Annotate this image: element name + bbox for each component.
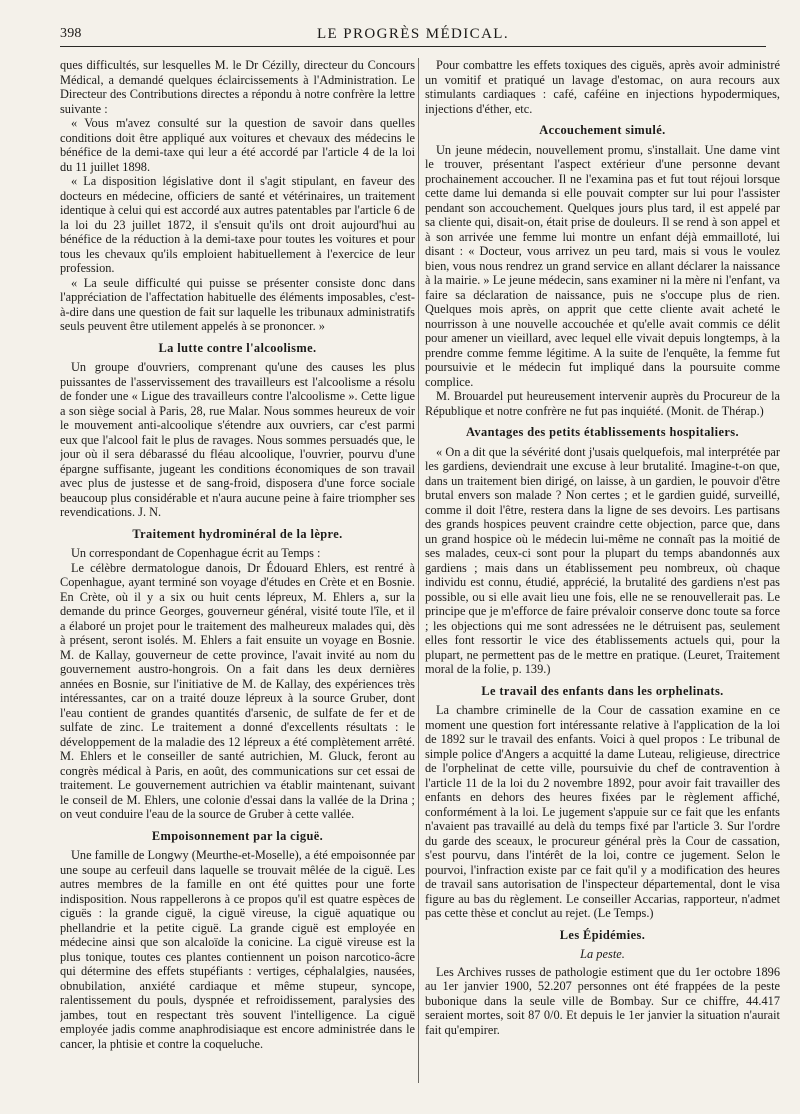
page-header [60,24,766,46]
section-heading: Le travail des enfants dans les orphelinats. [481,683,724,698]
paragraph: M. Brouardel put heureusement intervenir auprès du Procureur de la République et notre confrère ne fut pas inquiété. (Monit. de Thérap.) [425,389,780,418]
running-title: LE PROGRÈS MÉDICAL. [316,26,510,42]
paragraph: « On a dit que la sévérité dont j'usais quelquefois, mal interprétée par les gardiens, deviendrait une excuse à leur brutalité. Imagine-t-on que, dans un traitement bien dirigé, on laisse, à un gardien, le pouvoir d'être brutal envers son malade ? Non certes ; et le gardien guidé, surveillé, comme il doit l'être, restera dans la ligne de ses devoirs. Les partisans des grands hospices peuvent craindre cette objection, parce que, dans un grand hospice où le médecin lui-même ne connaît pas la moitié de ses malades, ceux-ci sont pour la plupart du temps abandonnés aux gardiens ; mais dans un établissement peu nombreux, où chaque individu est connu, étudié, apprécié, la brutalité des gardiens n'est pas possible, ou si elle avait lieu une fois, elle ne se renouvellerait pas. Le principe que je m'efforce de faire prévaloir conserve donc toute sa force ; les objections qui me sont adressées ne le détruisent pas, seulement elles font ressortir le vice des établissements actuels qui, pour la plupart, ne permettent pas de le mettre en pratique. (Leuret, Traitement moral de la folie, p. 139.) [425,444,780,676]
paragraph: Un groupe d'ouvriers, comprenant qu'une des causes les plus puissantes de l'asservissement des travailleurs est l'alcoolisme a résolu de fonder une « Ligue des travailleurs contre l'alcoolisme ». Cette ligue a son siège social à Paris, 28, rue Malar. Nous sommes heureux de voir le mouvement anti-alcoolique s'étendre aux ouvriers, car c'est parmi eux que l'alcool fait le plus de ravages. Nous sommes persuadés que, le jour où il sera débarassé du fléau alcoolique, l'ouvrier, pourvu d'une épargne suffisante, jugeant les conditions économiques de son travail avec plus de justesse et de sang-froid, disposera d'une force sociale beaucoup plus considérable et n'aura aucune peine à faire triompher ses revendications. J. N. [60,360,415,519]
section-heading: Traitement hydrominéral de la lèpre. [132,526,343,541]
section-heading: Avantages des petits établissements hospitaliers. [465,425,740,439]
paragraph: La chambre criminelle de la Cour de cassation examine en ce moment une question fort intéressante relative à l'application de la loi de 1892 sur le travail des enfants. Voici à quel propos : Le tribunal de simple police d'Angers a acquitté la dame Luteau, religieuse, directrice de l'orphelinat de cette ville, poursuivie du chef de contravention à l'article 11 de la loi du 2 novembre 1892, pour avoir fait travailler des enfants en dehors des heures fixées par le règlement affiché, conformément à la loi. Le jugement s'appuie sur ce fait que les enfants n'avaient pas travaillé au delà du temps fixé par l'article 3. Sur l'ordre du garde des sceaux, le procureur général près la Cour de cassation, s'est pourvu, dans l'intérêt de la loi, contre ce jugement. Selon le pourvoi, l'infraction existe par ce fait qu'il y a modification des heures de travail sans autorisation de l'inspecteur départemental, dont le visa figure au bas du règlement. Le conseiller Accarias, rapporteur, n'admet pas cette thèse et conclut au rejet. (Le Temps.) [425,703,780,920]
paragraph: Les Archives russes de pathologie estiment que du 1er octobre 1896 au 1er janvier 1900, 52.207 personnes ont été frappées de la peste bubonique dans la seule ville de Bombay. Sur ce chiffre, 44.417 seraient mortes, soit 87 0/0. Et depuis le 1er janvier la situation n'aurait fait qu'empirer. [425,964,780,1037]
right-column [425,58,780,1098]
column-divider [418,58,419,1083]
paragraph: Pour combattre les effets toxiques des ciguës, après avoir administré un vomitif et pratiqué un lavage d'estomac, on aura recours aux stimulants cardiaques : café, caféine en injections hypodermiques, injections d'éther, etc. [425,58,780,116]
section-heading: La lutte contre l'alcoolisme. [158,340,317,355]
left-column [60,58,415,1098]
paragraph: « Vous m'avez consulté sur la question de savoir dans quelles conditions doit être appliqué aux voitures et chevaux des médecins le bénéfice de la demi-taxe qui leur a été accordé par l'article 4 de la loi du 11 juillet 1898. [60,116,415,174]
paragraph: « La seule difficulté qui puisse se présenter consiste donc dans l'appréciation de l'affectation habituelle des éléments imposables, c'est-à-dire dans une question de fait sur laquelle les tribunaux administratifs seuls peuvent être utilement appelés à se prononcer. » [60,275,415,333]
paragraph: Le célèbre dermatologue danois, Dr Édouard Ehlers, est rentré à Copenhague, ayant terminé son voyage d'études en Crète et en Bosnie. En Crète, où il y a six ou huit cents lépreux, M. Ehlers a, sur la demande du prince Georges, gouverneur général, visité toute l'île, et il a élaboré un projet pour le traitement des malheureux malades qui, dès à présent, seront isolés. M. Ehlers a fait ensuite un voyage en Bosnie. M. de Kallay, gouverneur de cette province, l'avait invité au nom du gouvernement austro-hongrois. On a fait dans les deux dernières années en Bosnie, sur l'initiative de M. de Kallay, des expériences très intéressantes, car on a traité douze lépreux à la source Gruber, dont l'eau contient de grandes quantités d'arsenic, de sulfate de fer et de sulfate de zinc. Le traitement a donné d'excellents résultats : le développement de la maladie des 12 lépreux a été complètement arrêté. M. Ehlers et le conseiller de santé autrichien, M. Gluck, feront au congrès médical à Paris, en août, des communications sur cet essai de traitement. Le gouvernement autrichien va établir maintenant, suivant le conseil de M. Ehlers, une colonie d'essai dans la vallée de la Drina ; on veut conduire l'eau de la source de Gruber à cette vallée. [60,560,415,821]
paragraph: « La disposition législative dont il s'agit stipulant, en faveur des docteurs en médecine, officiers de santé et vétérinaires, un traitement identique à celui qui est accordé aux autres patentables par l'article 6 de la loi du 23 juillet 1872, il s'ensuit qu'ils ont droit aujourd'hui au bénéfice de la réduction à la demi-taxe pour toutes les voitures et pour tous les chevaux qu'ils emploient habituellement à l'exercice de leur profession. [60,174,415,275]
header-rule [60,46,766,47]
paragraph: Un jeune médecin, nouvellement promu, s'installait. Une dame vint le trouver, présentant l'aspect extérieur d'une personne devant prochainement accoucher. Il ne l'examina pas et fut tout réjoui lorsque cette dame lui demanda si elle pouvait compter sur lui pour l'assister pendant son accouchement. Quelques jours plus tard, il est appelé par sa cliente qui, disait-on, était prise de douleurs. Il se rend à son appel et à son arrivée une femme lui montre un enfant déjà emmailloté, lui disant : « Docteur, vous arrivez un peu tard, mais si vous le voulez bien, vous nous rendrez un grand service en allant déclarer la naissance à la mairie. » Le jeune médecin, sans examiner ni la mère ni l'enfant, va faire sa déclaration de naissance, puis ne s'occupe plus de rien. Quelques mois après, on apprit que cette cliente avait acheté le nourrisson à une nouvelle accouchée et qu'elle avait commis ce délit pour amener un vieillard, avec lequel elle vivait depuis longtemps, à la prendre comme femme légitime. A la suite de l'enquête, la femme fut poursuivie et le médecin fut impliqué dans la poursuite comme complice. [425,142,780,389]
paragraph: ques difficultés, sur lesquelles M. le Dr Cézilly, directeur du Concours Médical, a demandé quelques éclaircissements à l'Administration. Le Directeur des Contributions directes a répondu à notre confrère la lettre suivante : [60,58,415,116]
section-heading: Les Épidémies. [559,927,646,942]
paragraph: Un correspondant de Copenhague écrit au Temps : [71,546,321,560]
page-number: 398 [60,26,82,41]
section-heading: Empoisonnement par la ciguë. [151,828,324,843]
paragraph: Une famille de Longwy (Meurthe-et-Moselle), a été empoisonnée par une soupe au cerfeuil dans laquelle se trouvait mêlée de la ciguë. Les autres membres de la famille en ont été quittes pour une forte indisposition. Nous rappellerons à ce propos qu'il est quatre espèces de ciguës : la grande ciguë, la ciguë vireuse, la ciguë aquatique ou phellandrie et la petite ciguë. La grande ciguë est employée en médecine ainsi que son alcaloïde la conicine. La ciguë vireuse est la plus tonique, toutes ces plantes contiennent un poison narcotico-âcre qui détermine des effets stupéfiants : vertiges, céphalalgies, nausées, obnubilation, anxiété cardiaque et même stupeur, syncope, ralentissement du pouls, dyspnée et refroidissement, paralysies des jambes, tout en respectant très souvent l'intelligence. La ciguë employée jadis comme anaphrodisiaque est encore administrée dans le cancer, la phtisie et contre la coqueluche. [60,848,415,1051]
section-subtitle: La peste. [580,947,625,961]
section-heading: Accouchement simulé. [539,123,666,137]
